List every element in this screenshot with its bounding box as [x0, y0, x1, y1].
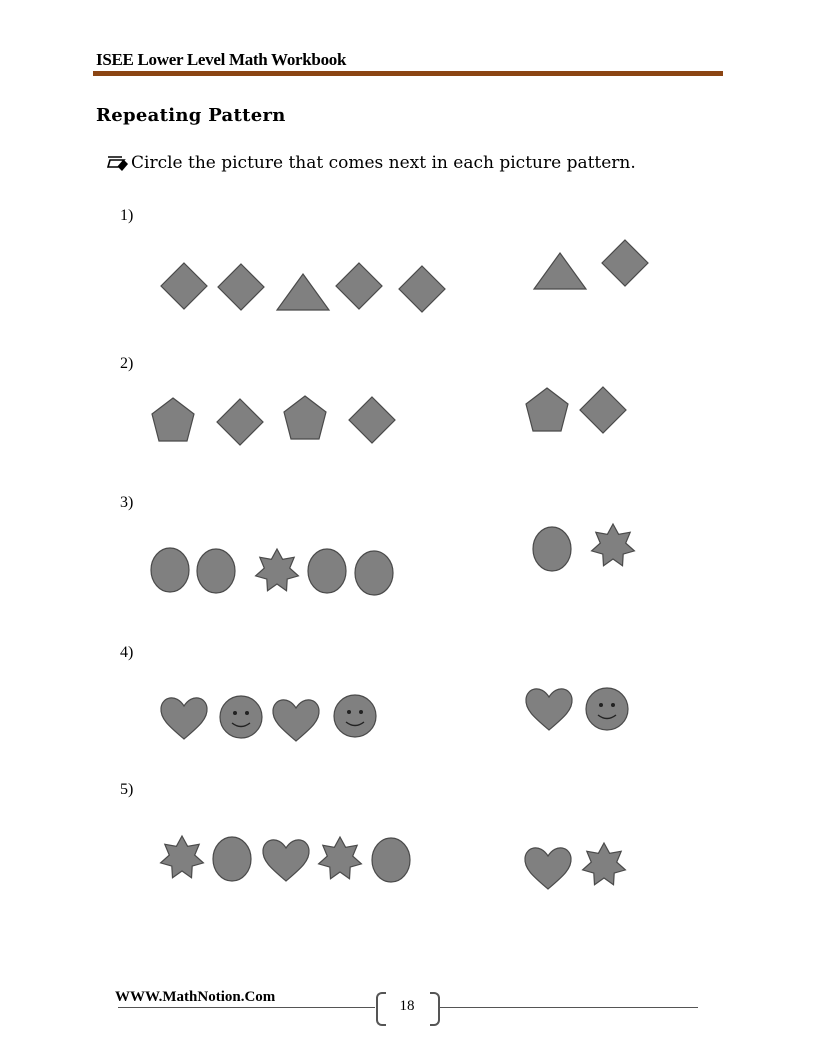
smiley-shape	[334, 695, 376, 737]
problem-number: 2)	[120, 355, 134, 372]
star-shape	[161, 836, 204, 878]
star-shape	[583, 843, 626, 885]
smiley-shape	[220, 696, 262, 738]
heart-shape	[526, 689, 572, 730]
diamond-shape	[217, 399, 263, 445]
star-shape	[319, 837, 362, 879]
page-number: 18	[399, 998, 415, 1014]
oval-shape	[533, 527, 571, 571]
diamond-shape	[399, 266, 445, 312]
triangle-shape	[534, 253, 586, 289]
triangle-shape	[277, 274, 329, 310]
smiley-shape	[586, 688, 628, 730]
diamond-shape	[336, 263, 382, 309]
oval-shape	[308, 549, 346, 593]
footer-divider	[440, 1007, 698, 1008]
section-title: Repeating Pattern	[96, 105, 286, 126]
problem-number: 5)	[120, 781, 134, 798]
footer-website: WWW.MathNotion.Com	[115, 989, 276, 1005]
heart-shape	[161, 698, 207, 739]
problem-number: 4)	[120, 644, 134, 661]
page-number-bracket	[430, 992, 440, 1026]
oval-shape	[355, 551, 393, 595]
heart-shape	[263, 840, 309, 881]
star-shape	[256, 549, 299, 591]
diamond-shape	[580, 387, 626, 433]
diamond-shape	[349, 397, 395, 443]
oval-shape	[372, 838, 410, 882]
pentagon-shape	[526, 388, 568, 431]
diamond-shape	[602, 240, 648, 286]
header-title: ISEE Lower Level Math Workbook	[96, 50, 347, 69]
star-shape	[592, 524, 635, 566]
diamond-shape	[218, 264, 264, 310]
diamond-shape	[161, 263, 207, 309]
footer-divider	[118, 1007, 375, 1008]
oval-shape	[151, 548, 189, 592]
pentagon-shape	[152, 398, 194, 441]
instruction-text: Circle the picture that comes next in each picture pattern.	[131, 153, 636, 173]
problem-number: 1)	[120, 207, 134, 224]
oval-shape	[197, 549, 235, 593]
heart-shape	[273, 700, 319, 741]
pentagon-shape	[284, 396, 326, 439]
heart-shape	[525, 848, 571, 889]
problem-number: 3)	[120, 494, 134, 511]
oval-shape	[213, 837, 251, 881]
